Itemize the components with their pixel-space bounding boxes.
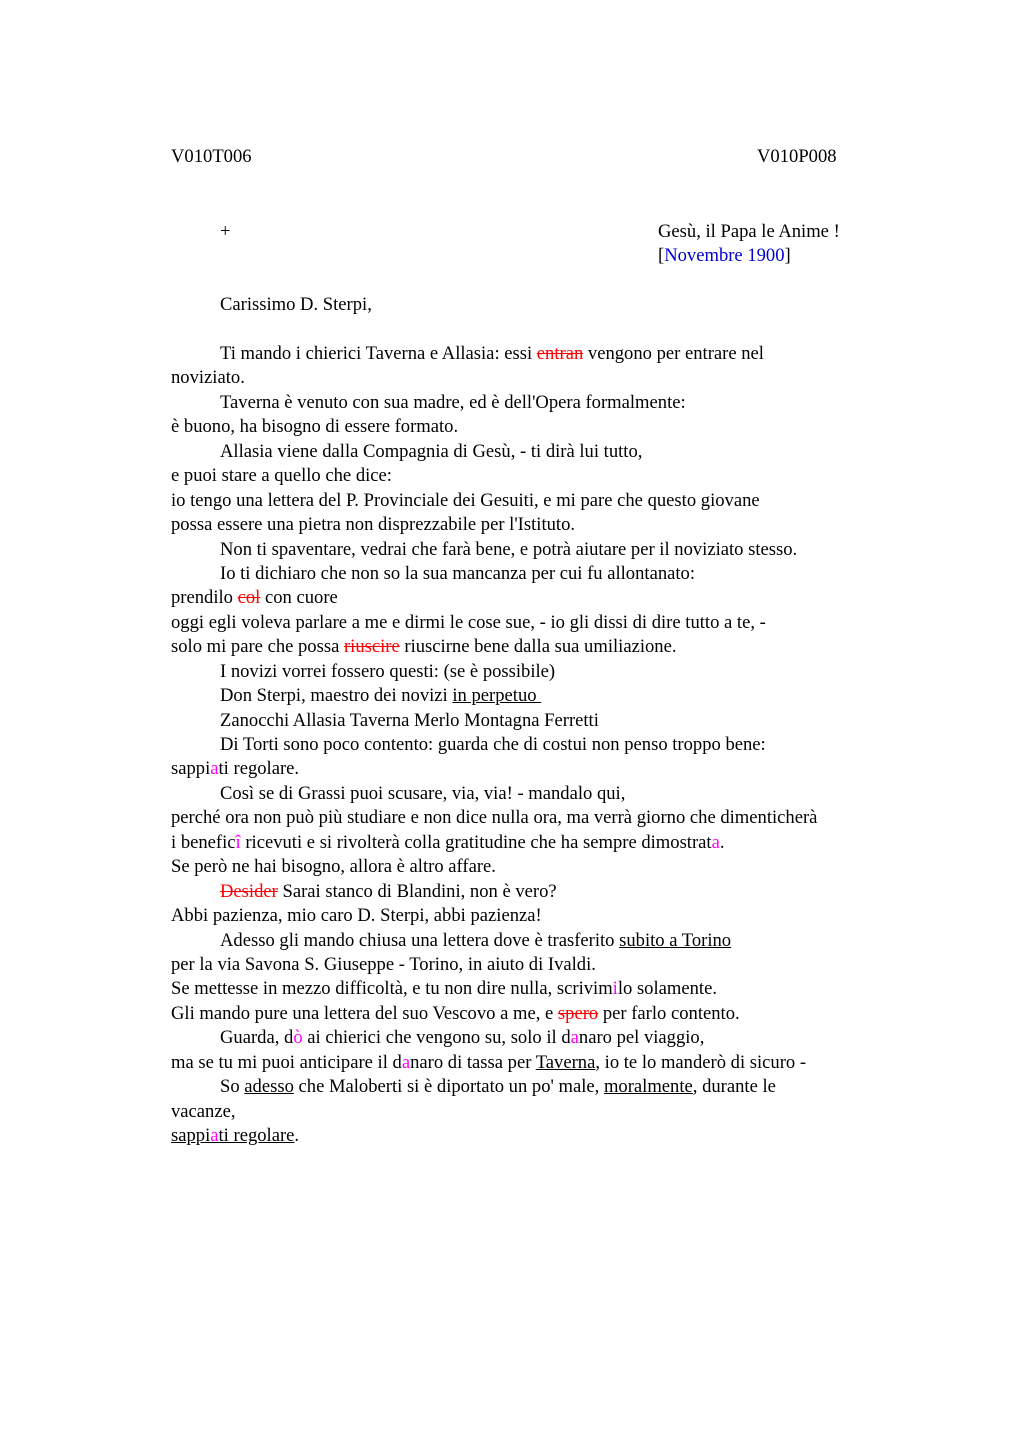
text: ti regolare. [218, 758, 300, 780]
cross-mark: + [220, 221, 231, 242]
letter-body [171, 342, 901, 1148]
body-line: I novizi vorrei fossero questi: (se è possibile) [220, 660, 556, 682]
underlined-text: Taverna [535, 1051, 596, 1073]
body-line: perché ora non può più studiare e non dice nulla ora, ma verrà giorno che dimenticherà [171, 807, 818, 829]
date-text: Novembre 1900 [664, 245, 785, 266]
text: Guarda, d [220, 1027, 294, 1049]
text: ai chierici che vengono su, solo il d [302, 1027, 571, 1049]
underlined-text: moralmente [603, 1076, 693, 1098]
inserted-text: a [401, 1051, 411, 1073]
deleted-text: spero [557, 1002, 599, 1024]
body-line [171, 757, 901, 781]
text: sappi [171, 758, 211, 780]
document-code-left: V010T006 [171, 146, 252, 167]
text: Gli mando pure una lettera del suo Vescovo a me, e [171, 1002, 558, 1024]
deleted-text: entran [536, 343, 584, 364]
body-line [171, 342, 901, 366]
inserted-text: ò [293, 1027, 303, 1049]
text: Adesso gli mando chiusa una lettera dove è trasferito [220, 929, 620, 951]
body-line: Di Torti sono poco contento: guarda che di costui non penso troppo bene: [220, 734, 766, 755]
body-line [171, 1075, 901, 1099]
body-line: Taverna è venuto con sua madre, ed è dell'Opera formalmente: [220, 391, 686, 413]
body-line: Abbi pazienza, mio caro D. Sterpi, abbi pazienza! [171, 905, 542, 927]
underlined-text: adesso [244, 1076, 294, 1098]
inserted-text: a [210, 1125, 219, 1146]
body-line: Non ti spaventare, vedrai che farà bene, e potrà aiutare per il noviziato stesso. [220, 538, 798, 560]
body-line: oggi egli voleva parlare a me e dirmi le cose sue, - io gli dissi di dire tutto a te, - [171, 611, 766, 633]
date-bracket-close: ] [784, 245, 791, 266]
underlined-phrase [171, 1125, 294, 1146]
body-line: vacanze, [171, 1100, 236, 1122]
text: ti regolare [218, 1125, 295, 1146]
text: naro di tassa per [410, 1051, 536, 1073]
inserted-text: a [711, 831, 720, 853]
text: Se mettesse in mezzo difficoltà, e tu non dire nulla, scrivim [171, 978, 613, 1000]
motto: Gesù, il Papa le Anime ! [658, 221, 840, 242]
inserted-text: î [235, 831, 241, 853]
body-line [171, 1002, 901, 1026]
text: , io te lo manderò di sicuro - [595, 1051, 807, 1073]
body-line [171, 586, 901, 610]
text: Don Sterpi, maestro dei novizi [220, 685, 453, 707]
text: . [294, 1125, 300, 1146]
body-line: Io ti dichiaro che non so la sua mancanza per cui fu allontanato: [220, 562, 695, 584]
body-line [171, 880, 901, 904]
text: solo mi pare che possa [171, 636, 344, 658]
text: lo solamente. [617, 978, 717, 1000]
body-line: e puoi stare a quello che dice: [171, 465, 392, 487]
text: . [719, 831, 725, 853]
document-code-right: V010P008 [757, 146, 837, 167]
body-line [171, 1124, 901, 1148]
text: sappi [171, 1125, 211, 1146]
underlined-text: subito a Torino [619, 929, 732, 951]
letter-date [658, 245, 791, 267]
body-line [171, 831, 901, 855]
body-line: per la via Savona S. Giuseppe - Torino, in aiuto di Ivaldi. [171, 953, 596, 975]
body-line: Zanocchi Allasia Taverna Merlo Montagna Ferretti [220, 709, 599, 731]
body-line [171, 1051, 901, 1075]
text: , durante le [692, 1076, 776, 1098]
body-line: Se però ne hai bisogno, allora è altro affare. [171, 856, 496, 878]
deleted-text: col [237, 587, 261, 609]
body-line: io tengo una lettera del P. Provinciale dei Gesuiti, e mi pare che questo giovane [171, 489, 760, 511]
salutation: Carissimo D. Sterpi, [220, 294, 372, 315]
underlined-text: in perpetuo [452, 685, 542, 707]
deleted-text: Desider [220, 880, 278, 902]
body-line [171, 635, 901, 659]
body-line [171, 977, 901, 1001]
text: Sarai stanco di Blandini, non è vero? [277, 880, 557, 902]
text: con cuore [260, 587, 338, 609]
text: Ti mando i chierici Taverna e Allasia: essi [220, 343, 537, 364]
text: riuscirne bene dalla sua umiliazione. [399, 636, 677, 658]
body-line: Allasia viene dalla Compagnia di Gesù, - ti dirà lui tutto, [220, 440, 643, 462]
text: naro pel viaggio, [578, 1027, 705, 1049]
text: i benefic [171, 831, 236, 853]
body-line [171, 684, 901, 708]
inserted-text: a [210, 758, 219, 780]
text: vengono per entrare nel [583, 343, 764, 364]
deleted-text: riuscire [343, 636, 400, 658]
text: ricevuti e si rivolterà colla gratitudine che ha sempre dimostrat [240, 831, 712, 853]
body-line: possa essere una pietra non disprezzabile per l'Istituto. [171, 514, 576, 536]
body-line: noviziato. [171, 367, 245, 389]
inserted-text: i [612, 978, 618, 1000]
text: So [220, 1076, 245, 1098]
text: per farlo contento. [598, 1002, 740, 1024]
body-line [171, 929, 901, 953]
body-line: Così se di Grassi puoi scusare, via, via! - mandalo qui, [220, 782, 626, 804]
body-line [171, 1026, 901, 1050]
text: prendilo [171, 587, 238, 609]
text: che Maloberti si è diportato un po' male, [293, 1076, 604, 1098]
body-line: è buono, ha bisogno di essere formato. [171, 416, 459, 438]
date-bracket-open: [ [658, 245, 665, 266]
inserted-text: a [570, 1027, 579, 1049]
text: ma se tu mi puoi anticipare il d [171, 1051, 402, 1073]
